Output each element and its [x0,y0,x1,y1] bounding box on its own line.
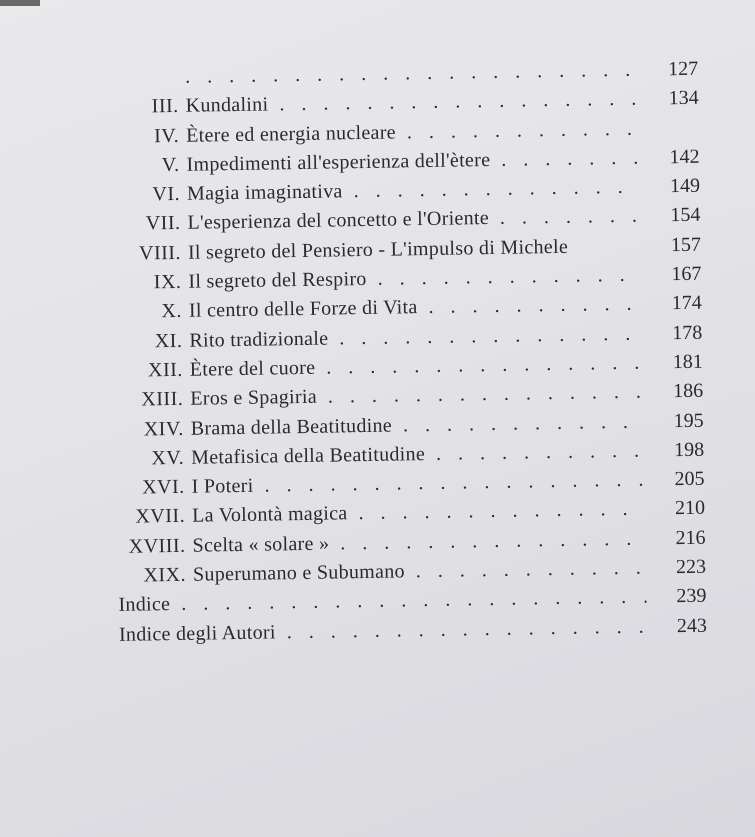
chapter-number: XVII. [135,505,186,529]
chapter-title: Metafisica della Beatitudine . . . [191,436,644,472]
chapter-number: XV. [151,446,185,470]
page-number: 134 [668,87,699,110]
page-number: 127 [667,57,699,81]
page-number: 216 [675,526,706,549]
chapter-title: Impedimenti all'esperienza dell'ètere . . . [186,144,639,180]
chapter-title: Brama della Beatitudine . . . [191,407,644,443]
chapter-title: Kundalini . . . [185,85,638,121]
chapter-number: XVIII. [128,534,186,558]
chapter-title: I Poteri . . . [191,466,644,502]
page-number: 142 [669,145,700,169]
page-number: 174 [671,292,703,315]
author-index-title: Indice degli Autori . . . [119,612,647,650]
chapter-number: V. [161,153,180,177]
page-number: 186 [673,379,704,403]
chapter-title: Rito tradizionale . . . [189,319,642,355]
chapter-title: Eros e Spagiria . . . [190,378,643,414]
chapter-number: IX. [153,270,182,294]
page-edge-shadow [0,0,40,6]
page-number: 178 [672,321,703,344]
page-number: 167 [671,262,702,286]
page-number: 198 [673,438,705,462]
page-number [643,113,699,114]
index-title: Indice . . . [118,583,646,621]
page-number: 154 [670,204,701,227]
chapter-number: XVI. [141,476,185,499]
chapter-number: XII. [147,358,183,382]
page-number: 223 [675,555,707,579]
page-number: 210 [674,497,706,520]
chapter-number: VII. [145,212,181,235]
chapter-title: Magia imaginativa . . . [187,173,640,209]
chapter-number: XIX. [143,563,187,587]
page-number: 195 [673,409,704,432]
page-number: 181 [672,350,703,374]
chapter-number: VIII. [138,241,182,265]
chapter-number: IV. [153,124,180,147]
chapter-title: L'esperienza del concetto e l'Oriente . . . [187,202,640,238]
page-number: 205 [674,467,705,491]
chapter-number: III. [151,95,179,118]
chapter-title: La Volontà magica . . . [192,495,645,531]
page-number: 239 [676,585,707,608]
chapter-title: Il centro delle Forze di Vita . . . [189,290,642,326]
page-number: 243 [676,614,708,637]
chapter-title: Scelta « solare » . . . [192,524,645,560]
table-of-contents [108,55,707,650]
chapter-number: VI. [152,183,181,206]
chapter-title: Ètere del cuore . . . [190,349,643,385]
chapter-number: X. [161,300,183,323]
page-number: 157 [670,233,702,256]
page-number: 149 [669,174,701,198]
chapter-title: Il segreto del Pensiero - L'impulso di Michele [187,235,569,264]
chapter-number [108,63,178,64]
chapter-number: XIV. [143,417,184,441]
chapter-title: Il segreto del Respiro . . . [188,261,641,297]
chapter-title: Superumano e Subumano . . . [193,554,646,590]
chapter-number: XI. [154,329,183,352]
chapter-number: XIII. [141,388,184,411]
chapter-title: Ètere ed energia nucleare . . . [186,114,639,150]
